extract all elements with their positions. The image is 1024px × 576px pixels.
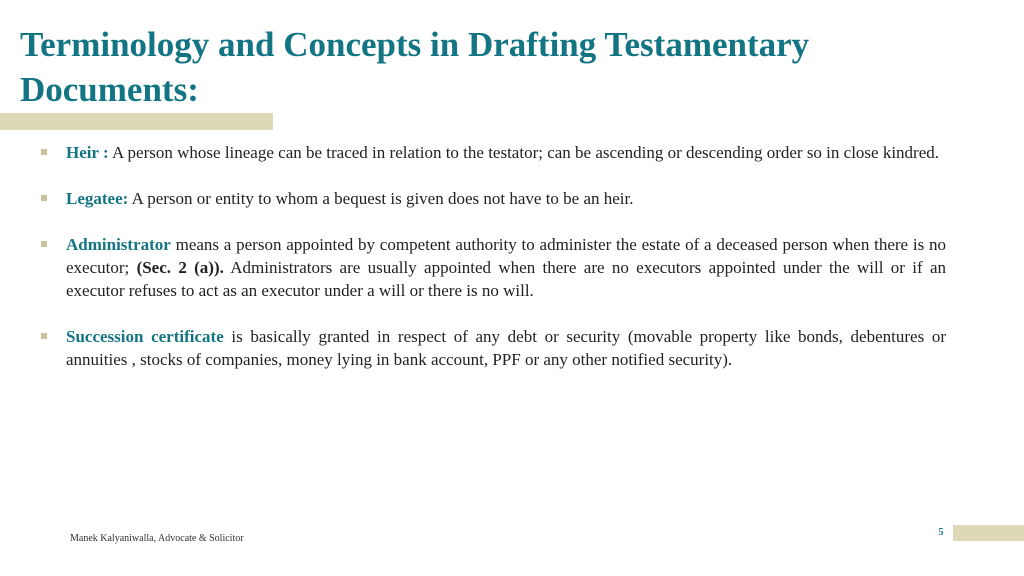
slide-title: Terminology and Concepts in Drafting Testamentary Documents: bbox=[20, 25, 810, 109]
definition-text: means a person appointed by competent authority to administer the estate of a deceased person when there is no executor; bbox=[66, 235, 946, 277]
footer-author: Manek Kalyaniwalla, Advocate & Solicitor bbox=[70, 533, 244, 544]
square-bullet-icon bbox=[41, 241, 47, 247]
title-underline-bar bbox=[0, 113, 273, 130]
square-bullet-icon bbox=[41, 333, 47, 339]
term-legatee: Legatee: bbox=[66, 189, 129, 208]
definition-succession-certificate bbox=[41, 325, 946, 371]
term-succession-certificate: Succession certificate bbox=[66, 327, 224, 346]
square-bullet-icon bbox=[41, 149, 47, 155]
definition-text: A person or entity to whom a bequest is given does not have to be an heir. bbox=[128, 189, 634, 208]
section-reference: (Sec. 2 (a)). bbox=[136, 258, 224, 277]
definition-administrator bbox=[41, 233, 946, 302]
page-number: 5 bbox=[938, 527, 944, 538]
definitions-list bbox=[41, 141, 946, 394]
definition-heir bbox=[41, 141, 946, 164]
definition-legatee bbox=[41, 187, 946, 210]
definition-text: is basically granted in respect of any debt or security (movable property like bonds, debentures or annuities , stocks of companies, money lying in bank account, PPF or any other notified security). bbox=[66, 327, 946, 369]
term-heir: Heir : bbox=[66, 143, 109, 162]
definition-text: A person whose lineage can be traced in relation to the testator; can be ascending or descending order so in close kindred. bbox=[108, 143, 940, 162]
definition-text: Administrators are usually appointed when there are no executors appointed under the will or if an executor refuses to act as an executor under a will or there is no will. bbox=[66, 258, 946, 300]
term-administrator: Administrator bbox=[66, 235, 171, 254]
square-bullet-icon bbox=[41, 195, 47, 201]
footer-accent-bar bbox=[953, 525, 1024, 541]
